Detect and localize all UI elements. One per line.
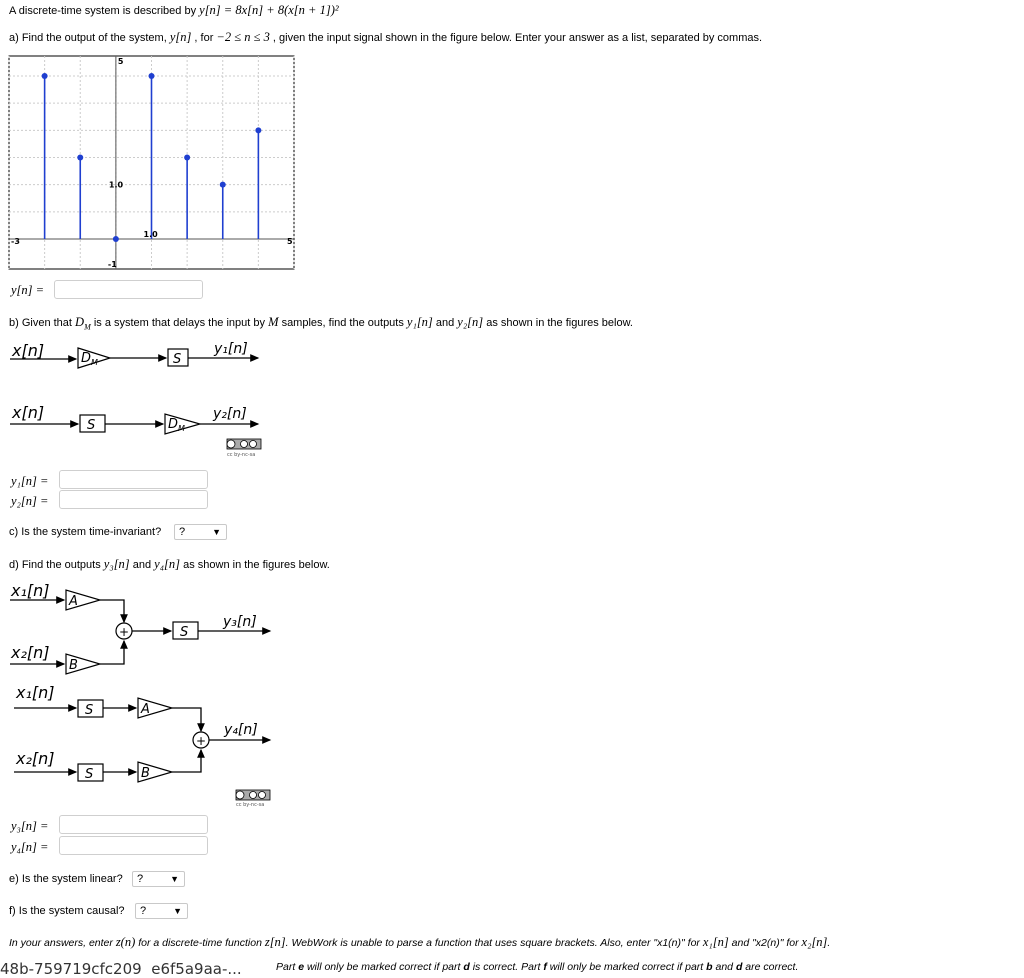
d2-b-to-sum <box>172 750 201 772</box>
note1-zn: z(n) <box>115 935 136 949</box>
d2-plus: + <box>196 734 207 748</box>
d2-x1-label: x₁[n] <box>16 683 55 702</box>
d-license-text: cc by-nc-sa <box>236 802 265 808</box>
b-row1-dm-sub: M <box>91 358 98 367</box>
x-max-label: 5 <box>287 237 293 246</box>
d1-s-label: S <box>180 625 189 640</box>
footer-note-2 <box>276 961 798 973</box>
b-row2-dm-text: D <box>168 417 179 432</box>
part-a-answer-label: y[n] = <box>11 283 45 297</box>
intro-text: A discrete-time system is described by <box>9 5 197 17</box>
y1-answer-label: y₁[n] = <box>11 474 49 488</box>
part-c-selected: ? <box>179 526 186 538</box>
part-a-yn: y[n] <box>169 30 192 44</box>
d1-a-to-sum <box>100 600 124 622</box>
part-b-y1: y₁[n] <box>406 315 433 329</box>
part-a-prefix: a) Find the output of the system, <box>9 32 167 44</box>
note2-and: and <box>715 961 734 973</box>
part-f-select[interactable] <box>135 903 188 919</box>
part-e-select[interactable] <box>132 871 185 887</box>
note2-a: Part <box>276 961 296 973</box>
part-d-and: and <box>132 559 152 571</box>
d1-x2-label: x₂[n] <box>11 643 50 662</box>
part-c-select[interactable] <box>174 524 227 540</box>
y4-answer-label: y₄[n] = <box>11 840 49 854</box>
y3-answer-input[interactable] <box>59 815 208 834</box>
d2-y4-label: y₄[n] <box>224 722 258 738</box>
stem-marker <box>184 155 190 161</box>
block-diagram-d <box>8 576 280 808</box>
note1-a: In your answers, enter <box>9 937 113 949</box>
d1-b-label: B <box>69 658 78 673</box>
d2-x2-label: x₂[n] <box>16 749 55 768</box>
b-row2-dm-sub: M <box>178 424 185 433</box>
part-b-mid: is a system that delays the input by <box>93 317 266 329</box>
part-b-and: and <box>435 317 455 329</box>
part-b-prefix: b) Given that <box>9 317 72 329</box>
d1-x1-label: x₁[n] <box>11 581 50 600</box>
b-row1-s-label: S <box>173 352 182 367</box>
y1-answer-input[interactable] <box>59 470 208 489</box>
part-b-m: M <box>268 315 279 329</box>
d1-y3-label: y₃[n] <box>223 614 257 630</box>
note1-x2: x₂[n] <box>801 935 828 949</box>
note2-e-text: are correct. <box>745 961 799 973</box>
part-d-suffix: as shown in the figures below. <box>183 559 330 571</box>
note1-c: . WebWork is unable to parse a function that uses square brackets. Also, enter "x1(n)" for <box>285 937 700 949</box>
note2-f: f <box>543 961 547 973</box>
y2-answer-label: y₂[n] = <box>11 494 49 508</box>
d2-a-label: A <box>141 702 150 717</box>
note2-b: will only be marked correct if part <box>306 961 461 973</box>
b-row2-s-label: S <box>87 418 96 433</box>
part-a-suffix: , given the input signal shown in the figure below. Enter your answer as a list, separated by commas. <box>272 32 763 44</box>
note2-e: e <box>298 961 305 973</box>
footer-note-1 <box>9 935 830 950</box>
intro-line <box>9 3 339 18</box>
part-b-y2: y₂[n] <box>457 315 484 329</box>
part-b-suffix: as shown in the figures below. <box>486 317 633 329</box>
block-diagram-b <box>8 338 270 460</box>
note2-d2: will only be marked correct if part <box>549 961 704 973</box>
b-row1-x-label: x[n] <box>12 341 45 360</box>
d2-b-label: B <box>141 766 150 781</box>
part-d-y4: y₄[n] <box>154 557 181 571</box>
part-a-mid: , for <box>194 32 214 44</box>
stem-marker <box>42 73 48 79</box>
stem-plot <box>8 55 296 273</box>
note1-zbr: z[n] <box>264 935 286 949</box>
y-min-label: -1 <box>107 260 117 269</box>
b-row1-y1-label: y₁[n] <box>214 341 248 357</box>
part-b-dm: D <box>75 315 85 329</box>
stem-marker <box>255 127 261 133</box>
note1-e: . <box>827 937 831 949</box>
hash-b: e6f5a9aa-... <box>151 960 242 978</box>
y2-answer-input[interactable] <box>59 490 208 509</box>
part-e-question: e) Is the system linear? <box>9 873 123 885</box>
part-d-y3: y₃[n] <box>103 557 130 571</box>
b-row2-y2-label: y₂[n] <box>213 406 247 422</box>
b-license-text: cc by-nc-sa <box>227 452 256 458</box>
part-a-answer-input[interactable] <box>54 280 203 299</box>
note1-b: for a discrete-time function <box>138 937 262 949</box>
part-f-selected: ? <box>140 905 147 917</box>
y-max-label: 5 <box>117 57 124 66</box>
intro-formula: y[n] = 8x[n] + 8(x[n + 1])² <box>199 3 339 17</box>
d1-b-to-sum <box>100 641 124 664</box>
center-label: 1.0 <box>143 230 158 239</box>
hash-a: 48b-759719cfc209 <box>0 960 142 978</box>
note2-d: d <box>463 961 470 973</box>
part-a-range: −2 ≤ n ≤ 3 <box>216 30 270 44</box>
note2-c: is correct. Part <box>472 961 541 973</box>
part-c-question: c) Is the system time-invariant? <box>9 526 162 538</box>
x-min-label: -3 <box>11 237 20 246</box>
note2-d-bold: d <box>735 961 743 973</box>
chevron-down-icon: ▼ <box>173 906 182 916</box>
d2-s1-label: S <box>85 703 94 718</box>
cc-license-badge-d <box>236 790 270 808</box>
note2-b-bold: b <box>706 961 713 973</box>
d1-a-label: A <box>69 594 78 609</box>
part-f-question: f) Is the system causal? <box>9 905 125 917</box>
y4-answer-input[interactable] <box>59 836 208 855</box>
stem-marker <box>77 155 83 161</box>
b-row2-x-label: x[n] <box>12 403 45 422</box>
origin-label: 1.0 <box>108 180 124 190</box>
d2-s2-label: S <box>85 767 94 782</box>
hash-overlay <box>0 960 242 978</box>
chevron-down-icon: ▼ <box>170 874 179 884</box>
part-e-selected: ? <box>137 873 144 885</box>
part-d-prefix: d) Find the outputs <box>9 559 101 571</box>
b-row1-dm-text: D <box>81 351 92 366</box>
d1-plus: + <box>119 625 130 639</box>
stem-marker <box>220 182 226 188</box>
y3-answer-label: y₃[n] = <box>11 819 49 833</box>
cc-license-badge <box>227 439 261 458</box>
stem-marker <box>113 236 119 242</box>
note1-d: and "x2(n)" for <box>731 937 799 949</box>
note1-x1: x₁[n] <box>702 935 729 949</box>
stem-marker <box>149 73 155 79</box>
part-b-mid2: samples, find the outputs <box>281 317 404 329</box>
chevron-down-icon: ▼ <box>212 527 221 537</box>
part-a-question <box>9 30 762 45</box>
part-b-dm-sub: M <box>84 322 91 332</box>
d2-a-to-sum <box>172 708 201 731</box>
part-b-question <box>9 315 633 332</box>
part-d-question <box>9 557 330 572</box>
